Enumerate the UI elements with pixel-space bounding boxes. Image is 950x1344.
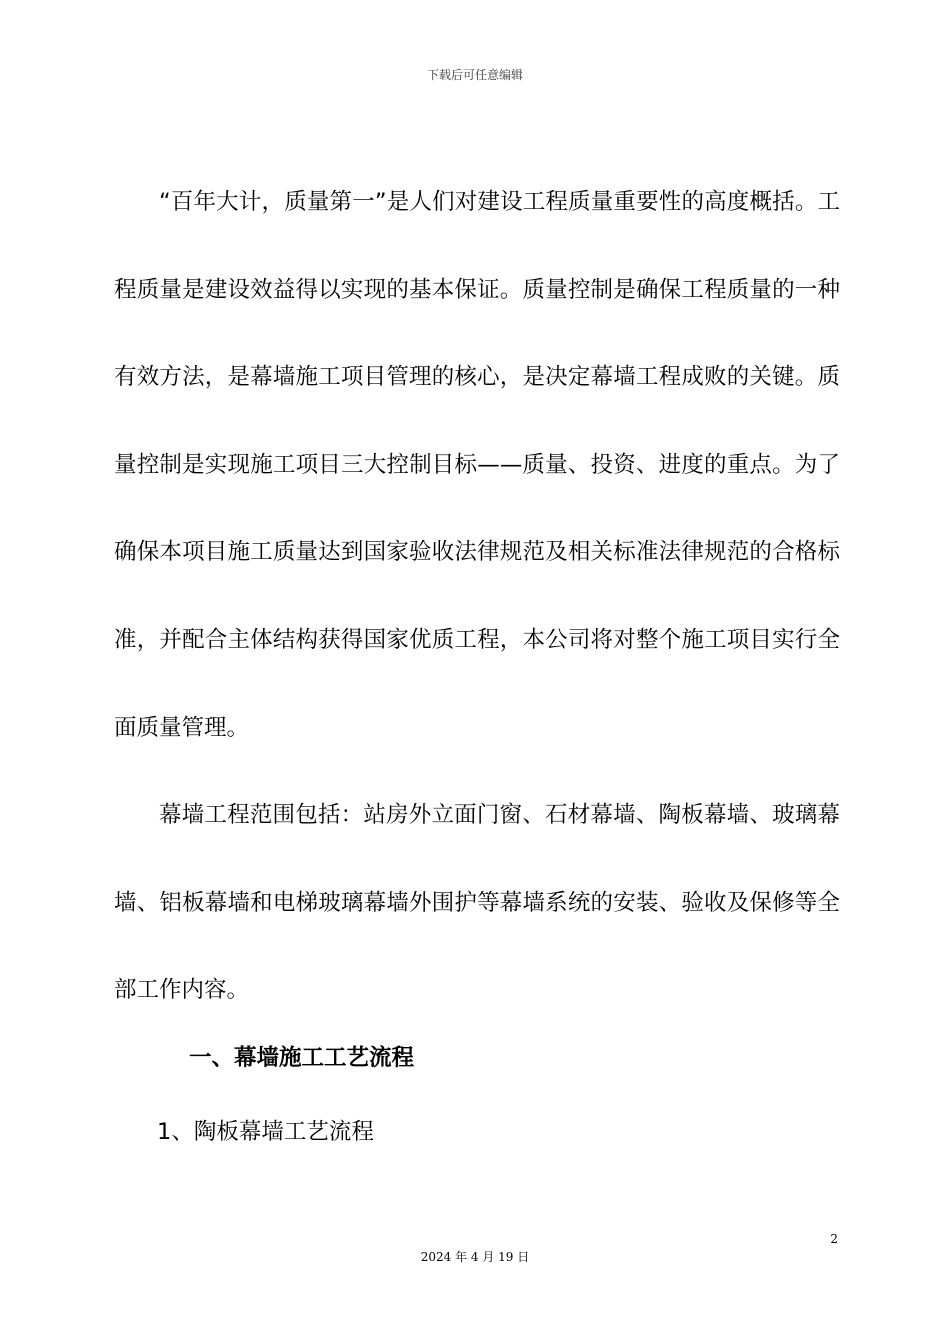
section-heading: 一、幕墙施工工艺流程 (189, 1045, 415, 1071)
subsection-heading: 1、陶板幕墙工艺流程 (157, 1119, 374, 1145)
paragraph-quality-intro: “百年大计，质量第一”是人们对建设工程质量重要性的高度概括。工程质量是建设效益得以实现的基本保证。质量控制是确保工程质量的一种有效方法，是幕墙施工项目管理的核心，是决定幕墙工程成败的关键。质量控制是实现施工项目三大控制目标——质量、投资、进度的重点。为了确保本项目施工质量达到国家验收法律规范及相关标准法律规范的合格标准，并配合主体结构获得国家优质工程，本公司将对整个施工项目实行全面质量管理。 (114, 189, 840, 741)
paragraph-scope: 幕墙工程范围包括：站房外立面门窗、石材幕墙、陶板幕墙、玻璃幕墙、铝板幕墙和电梯玻璃幕墙外围护等幕墙系统的安装、验收及保修等全部工作内容。 (114, 802, 840, 1004)
page-number: 2 (830, 1232, 838, 1246)
document-body (114, 190, 840, 1035)
page-header: 下载后可任意编辑 (426, 68, 523, 82)
page-footer-date: 2024 年 4 月 19 日 (420, 1250, 530, 1264)
